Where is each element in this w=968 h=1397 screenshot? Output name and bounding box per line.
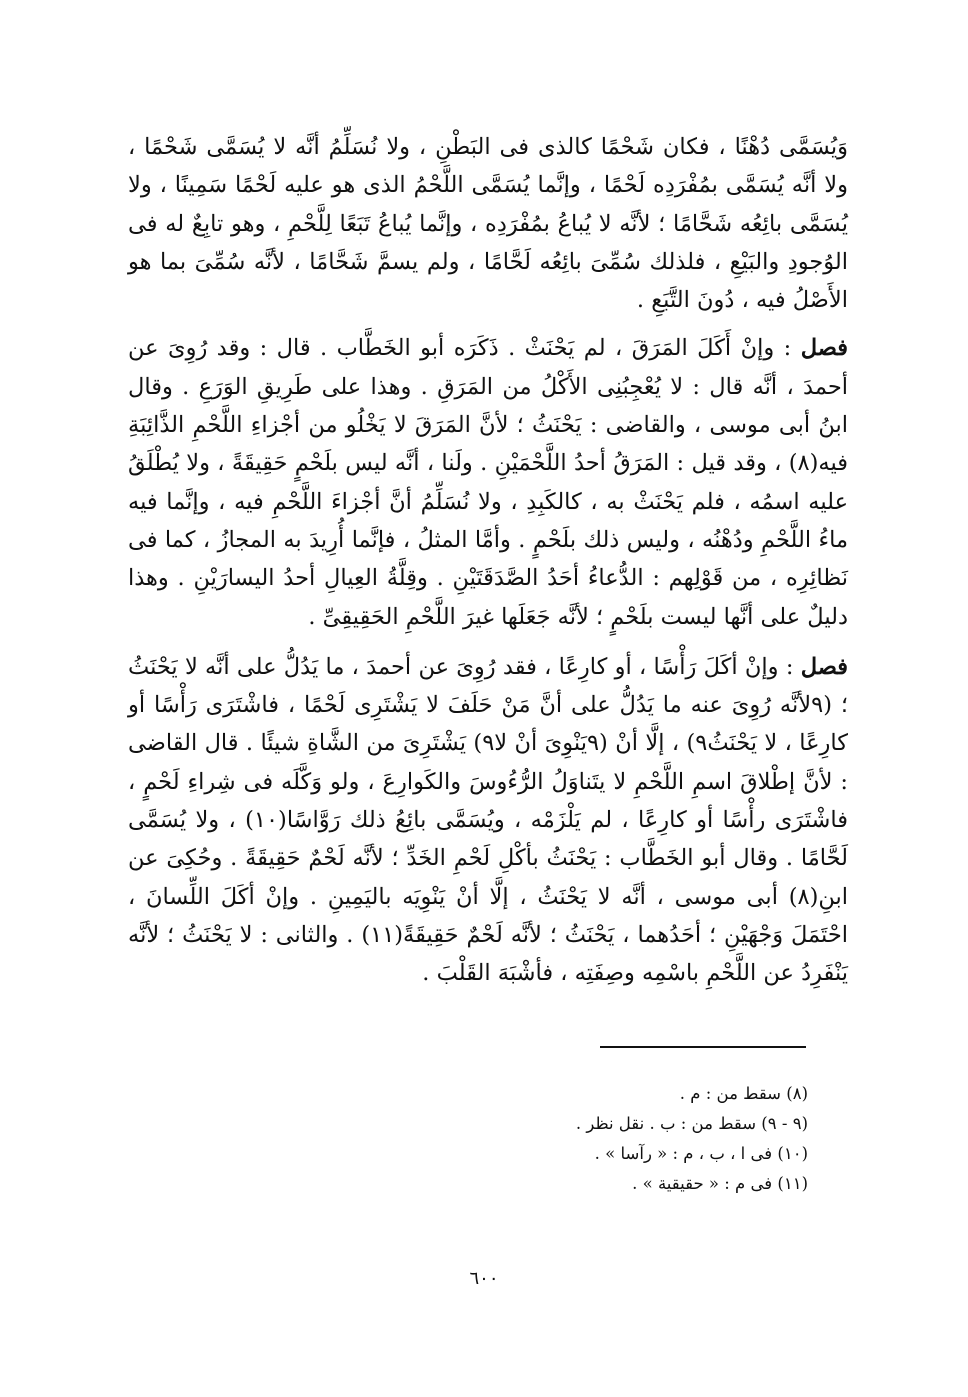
footnote: (١٠) فى ا ، ب ، م : « رآسا » . (594, 1144, 808, 1163)
footnote: (١١) فى م : « حقيقية » . (632, 1174, 808, 1193)
section-label: فصل (800, 653, 848, 680)
paragraph-gap (128, 319, 848, 329)
main-text (128, 128, 848, 993)
paragraph-gap (128, 636, 848, 648)
paragraph-1: وَيُسَمَّى دُهْنًا ، فكان شَحْمًا كالذى فى البَطْنِ ، ولا نُسَلِّمُ أنَّه لا يُسَمَّى شَحْمًا ، ولا أنَّه يُسَمَّى بمُفْرَدِه لَحْمًا ، وإنَّما يُسَمَّى اللَّحْمُ الذى هو عليه لَحْمًا سَمِينًا ، ولا يُسَمَّى بائِعُه شَحَّامًا ؛ لأنَّه لا يُباعُ بمُفْرَدِه ، وإنَّما يُباعُ تَبَعًا لِلَّحْمِ ، وهو تابِعٌ له فى الوُجودِ والبَيْعِ ، فلذلك سُمِّىَ بائِعُه لَحَّامًا ، ولم يسمَّ شَحَّامًا ، لأنَّه سُمِّىَ بما هو الأَصْلُ فيه ، دُونَ التَّبَعِ . (128, 134, 848, 314)
page-number: ٦٠٠ (469, 1268, 499, 1289)
section-label: فصل (800, 335, 848, 362)
paragraph-2 (128, 329, 848, 635)
footnote: (٩ - ٩) سقط من : ب . نقل نظر . (575, 1114, 808, 1133)
paragraph-2-text: : وإنْ أَكَلَ المَرَقَ ، لم يَحْنَثْ . ذَكَرَه أبو الخَطَّاب . قال : وقد رُوِىَ عن أحمدَ ، أنَّه قال : لا يُعْجِبُنِى الأَكْلُ من المَرَقِ . وهذا على طَرِيقِ الوَرَعِ . وقال ابنُ أبى موسى ، والقاضى : يَحْنَثُ ؛ لأنَّ المَرَقَ لا يَخْلُو من أجْزاءِ اللَّحْمِ الذَّائِبَةِ فيه(٨) ، وقد قيل : المَرَقُ أحدُ اللَّحْمَيْنِ . ولَنا ، أنَّه ليس بلَحْمٍ حَقِيقَةً ، ولا يُطْلَقُ عليه اسمُه ، فلم يَحْنَثْ به ، كالكَبِدِ ، ولا نُسَلِّمُ أنَّ أجْزاءَ اللَّحْمِ فيه ، وإنَّما فيه ماءُ اللَّحْمِ ودُهْنُه ، وليس ذلك بلَحْمٍ . وأمَّا المثلُ ، فإنَّما أُرِيدَ به المجازُ ، كما فى نَظائِرِه ، من قَوْلِهم : الدُّعاءُ أحَدُ الصَّدَقَتَيْنِ . وقِلَّةُ العِيالِ أحدُ اليسارَيْنِ . وهذا دليلٌ على أنَّها ليست بلَحْمٍ ؛ لأنَّه جَعَلَها غيرَ اللَّحْمِ الحَقِيقِىِّ . (128, 335, 848, 630)
footnote: (٨) سقط من : م . (679, 1084, 808, 1103)
paragraph-3-text: : وإنْ أكَلَ رَأْسًا ، أو كارِعًا ، فقد رُوِىَ عن أحمدَ ، ما يَدُلُّ على أنَّه لا يَحْنَثُ ؛ (٩لأنَّه رُوِىَ عنه ما يَدُلُّ على أنَّ مَنْ حَلَفَ لا يَشْتَرِى لَحْمًا ، فاشْتَرَى رَأْسًا أو كارِعًا ، لا يَحْنَثُ٩) ، إلَّا أنْ (٩يَنْوِىَ أنْ لا٩) يَشْتَرِىَ من الشَّاةِ شيئًا . قال القاضى : لأنَّ إطْلاقَ اسمِ اللَّحْمِ لا يتَناوَلُ الرُّءُوسَ والكَوارِعَ ، ولو وَكَّلَه فى شِراءِ لَحْمٍ ، فاشْتَرَى رأْسًا أو كارِعًا ، لم يَلْزَمْه ، ويُسَمَّى بائِعُ ذلك رَوَّاسًا(١٠) ، ولا يُسَمَّى لَحَّامًا . وقال أبو الخَطَّاب : يَحْنَثُ بأكْلِ لَحْمِ الخَدِّ ؛ لأنَّه لَحْمٌ حَقِيقَةً . وحُكِىَ عن ابنِ(٨) أبى موسى ، أنَّه لا يَحْنَثُ ، إلَّا أنْ يَنْوِيَه باليَمِينِ . وإنْ أكَلَ اللِّسانَ ، احْتَمَلَ وَجْهَيْنِ ؛ أحَدُهما ، يَحْنَثُ ؛ لأنَّه لَحْمٌ حَقِيقَةً(١١) . والثانى : لا يَحْنَثُ ؛ لأنَّه يَنْفَرِدُ عن اللَّحْمِ باسْمِه وصِفَتِه ، فأشْبَهَ القَلْبَ . (128, 653, 848, 987)
paragraph-3 (128, 648, 848, 993)
footnotes (408, 1080, 808, 1200)
footnote-separator (600, 1046, 806, 1048)
